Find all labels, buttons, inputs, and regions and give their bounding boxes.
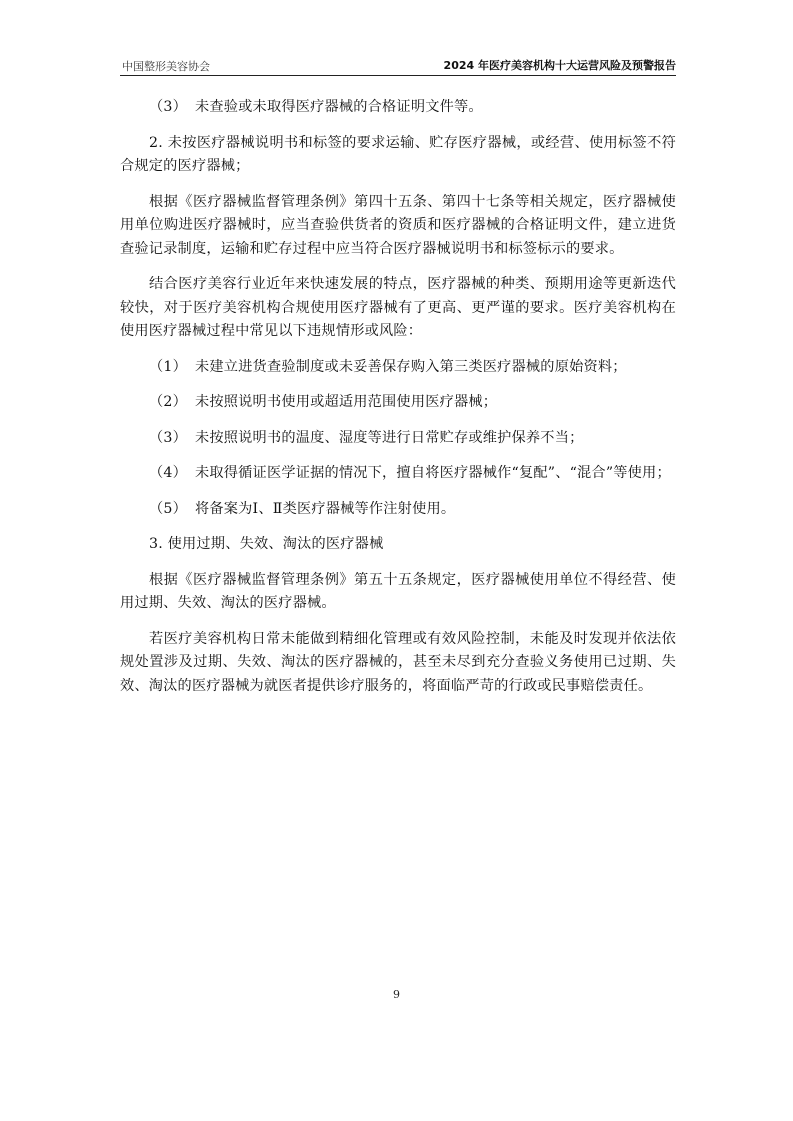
section-heading-2: 2. 未按医疗器械说明书和标签的要求运输、贮存医疗器械，或经营、使用标签不符合规定的医疗器械； — [120, 134, 676, 174]
list-item — [120, 427, 676, 451]
list-item-number: （3） — [149, 99, 188, 115]
list-item — [120, 498, 676, 522]
list-item-text: 未查验或未取得医疗器械的合格证明文件等。 — [195, 99, 483, 115]
list-item-number: （4） — [149, 465, 188, 481]
list-item-number: （2） — [149, 394, 188, 410]
page-number: 9 — [393, 988, 400, 1001]
list-item-text: 将备案为Ⅰ、Ⅱ类医疗器械等作注射使用。 — [195, 500, 456, 517]
header-report-title: 2024 年医疗美容机构十大运营风险及预警报告 — [443, 59, 676, 72]
paragraph-regulation-55: 根据《医疗器械监督管理条例》第五十五条规定，医疗器械使用单位不得经营、使用过期、失效、淘汰的医疗器械。 — [120, 571, 676, 611]
list-item-text: 未取得循证医学证据的情况下，擅自将医疗器械作“复配”、“混合”等使用； — [195, 465, 671, 481]
list-item — [120, 462, 676, 486]
list-item-text: 未建立进货查验制度或未妥善保存购入第三类医疗器械的原始资料； — [195, 358, 627, 375]
list-item-number: （5） — [149, 500, 188, 517]
paragraph-risk-consequence: 若医疗美容机构日常未能做到精细化管理或有效风险控制，未能及时发现并依法依规处置涉及过期、失效、淘汰的医疗器械的，甚至未尽到充分查验义务使用已过期、失效、淘汰的医疗器械为就医者提供诊疗服务的，将面临严苛的行政或民事赔偿责任。 — [120, 630, 676, 694]
paragraph-regulation-45-47: 根据《医疗器械监督管理条例》第四十五条、第四十七条等相关规定，医疗器械使用单位购进医疗器械时，应当查验供货者的资质和医疗器械的合格证明文件，建立进货查验记录制度，运输和贮存过程中应当符合医疗器械说明书和标签标示的要求。 — [120, 193, 676, 257]
document-body — [120, 96, 676, 710]
list-item — [120, 356, 676, 380]
page-header — [120, 57, 676, 76]
list-item-text: 未按照说明书的温度、湿度等进行日常贮存或维护保养不当； — [195, 429, 584, 446]
list-item — [120, 391, 676, 415]
paragraph-industry-context: 结合医疗美容行业近年来快速发展的特点，医疗器械的种类、预期用途等更新迭代较快，对于医疗美容机构合规使用医疗器械有了更高、更严谨的要求。医疗美容机构在使用医疗器械过程中常见以下违规情形或风险： — [120, 276, 676, 339]
section-heading-3: 3. 使用过期、失效、淘汰的医疗器械 — [149, 536, 384, 552]
list-item-number: （3） — [149, 429, 188, 446]
list-item-number: （1） — [149, 358, 188, 375]
header-organization: 中国整形美容协会 — [122, 60, 210, 73]
list-item-text: 未按照说明书使用或超适用范围使用医疗器械； — [195, 394, 498, 410]
list-item — [120, 96, 676, 120]
